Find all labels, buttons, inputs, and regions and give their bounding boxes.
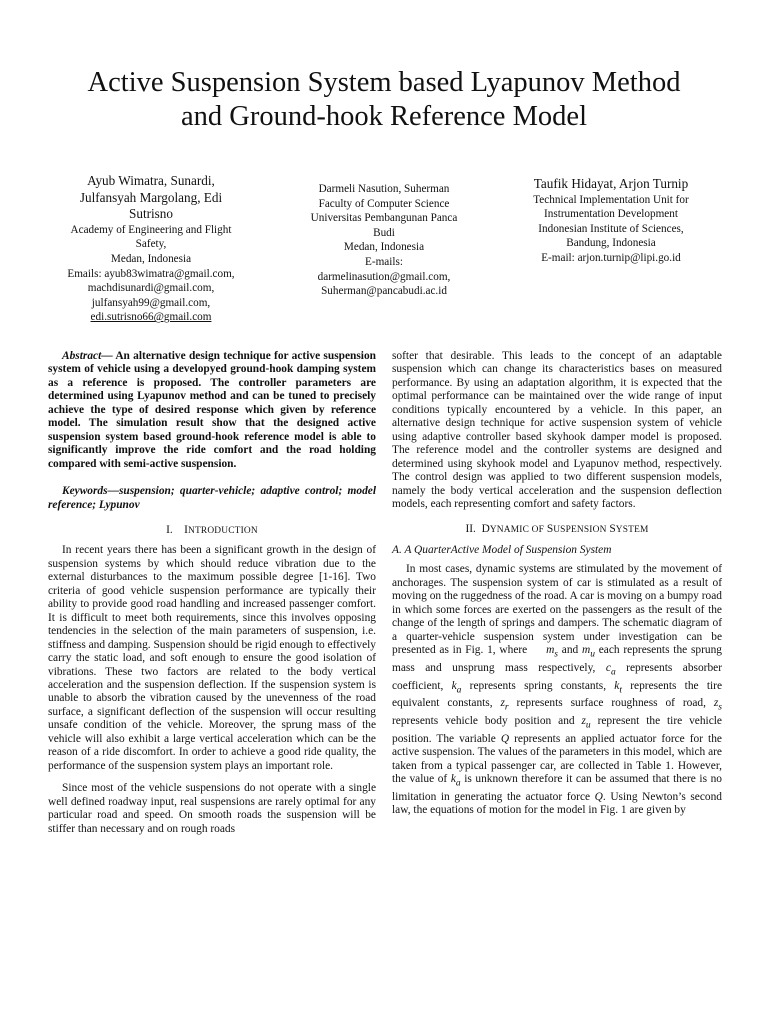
paragraph: softer that desirable. This leads to the concept of an adaptable suspension which can change its characteristics bases on measured performance. By using an adaptation algorithm, it is expected that the optimal performance can be maintained over the wide range of input conditions typically encountered by a vehicle. In this paper, an alternative design technique for active suspension system of vehicle using adaptive controller based skyhook damper model is proposed. The reference model and the controller systems are designed and determined using skyhook model and Lyapunov method, respectively. The control design was applied to two different suspension models, namely the body vertical acceleration and the suspension deflection models, each representing comfort and safety factors.: [392, 350, 722, 510]
paper-title: [30, 66, 738, 134]
author-names: Taufik Hidayat, Arjon Turnip: [533, 176, 689, 191]
affiliation-line: Bandung, Indonesia: [566, 237, 656, 250]
email-link[interactable]: edi.sutrisno66@gmail.com: [90, 311, 212, 324]
email-line: Suherman@pancabudi.ac.id: [321, 285, 447, 298]
email-line: E-mail: arjon.turnip@lipi.go.id: [541, 251, 681, 264]
abstract-label: Abstract: [62, 350, 102, 362]
author-block-1: [44, 173, 258, 325]
title-line-2: and Ground-hook Reference Model: [181, 101, 587, 132]
affiliation-line: Medan, Indonesia: [343, 241, 425, 254]
email-line: julfansyah99@gmail.com,: [91, 296, 211, 309]
right-column: [392, 350, 722, 818]
affiliation-line: Safety,: [135, 238, 167, 251]
keywords: Keywords—suspension; quarter-vehicle; adaptive control; model reference; Lypunov: [48, 485, 376, 511]
author-names: Ayub Wimatra, Sunardi,: [87, 173, 215, 188]
affiliation-line: Budi: [373, 226, 395, 239]
affiliation-line: Technical Implementation Unit for: [533, 193, 689, 206]
email-line: darmelinasution@gmail.com,: [317, 270, 451, 283]
author-names: Darmeli Nasution, Suherman: [318, 183, 450, 195]
email-line: machdisunardi@gmail.com,: [87, 282, 215, 295]
section-heading-introduction: I. INTRODUCTION: [166, 523, 258, 536]
author-block-3: [500, 176, 722, 266]
section-heading-dynamic: II. DYNAMIC OF SUSPENSION SYSTEM: [465, 523, 649, 536]
author-names: Julfansyah Margolang, Edi: [79, 189, 223, 205]
title-line-1: Active Suspension System based Lyapunov Method: [87, 67, 681, 98]
affiliation-line: Indonesian Institute of Sciences,: [538, 222, 684, 235]
paragraph: In most cases, dynamic systems are stimulated by the movement of anchorages. The suspension system of car is stimulated as a result of moving on the ruggedness of the road. A car is moving on a bumpy road in which some forces are exerted on the passengers as the result of the change of the length of springs and dampers. The schematic diagram of a quarter-vehicle suspension system under investigation can be presented as in Fig. 1, where $m_s$ and $m_u$ each represents the sprung mass and unsprung mass respectively, $c_a$ represents absorber coefficient, $k_a$ represents spring constants, $k_t$ represents the tire equivalent constants, $z_r$ represents surface roughness of road, $z_s$ represents vehicle body position and $z_u$ represent the tire vehicle position. The variable Q represents an applied actuator force for the active suspension. The values of the parameters in this model, which are taken from a typical passenger car, are collected in Table 1. However, the value of $k_a$ is unknown therefore it can be assumed that there is no limitation in generating the actuator force Q. Using Newton’s second law, the equations of motion for the model in Fig. 1 are given by: [392, 563, 723, 817]
email-label: E-mails:: [365, 255, 403, 268]
paragraph: Since most of the vehicle suspensions do not operate with a single well defined roadway input, real suspensions are rarely optimal for any particular road and speed. On smooth roads the suspension will be stiffer than necessary and on rough roads: [48, 782, 376, 835]
abstract-text: An alternative design technique for active suspension system of vehicle using a developyed ground-hook damping system as a reference is proposed. The controller parameters are determined using Lyapunov method and can be tuned to precisely achieve the type of desired response which given by reference model. The simulation result show that the designed active suspension system based ground-hook reference model is able to significantly improve the ride comfort and the road holding compared with semi-active suspension.: [48, 350, 376, 470]
affiliation-line: Faculty of Computer Science: [318, 197, 450, 210]
affiliation-line: Academy of Engineering and Flight: [70, 223, 232, 236]
paragraph: In recent years there has been a significant growth in the design of suspension systems by which should reduce vibration due to the external disturbances to the maximum possible degree [1-16]. Two criteria of good vehicle suspension performance are typically their ability to provide good road handling and increased passenger comfort. It is difficult to meet both requirements, since this involves opposing tendencies in the selection of the main parameters of suspension, i.e. stiffness and damping. Suspension should be rigid enough to effectively carry the static load, and soft enough to ensure the good isolation of vibrations. These two factors are related to the body vertical acceleration and the suspension deflection. If the suspension system is unable to absorb the vibration caused by the unevenness of the road surface, a significant deflection of the suspension will occur resulting unsafe condition of the vehicle. Moreover, the sprung mass of the vehicle will also exhibit a large vertical acceleration which can be the reason of a ride discomfort. In order to achieve a good ride quality, the performance of the suspension system plays an important role.: [48, 544, 376, 772]
author-names: Sutrisno: [129, 206, 173, 222]
author-block-2: [274, 182, 494, 299]
affiliation-line: Universitas Pembangunan Panca: [310, 212, 458, 225]
email-line: Emails: ayub83wimatra@gmail.com,: [67, 267, 235, 280]
subsection-heading: A. A QuarterActive Model of Suspension System: [392, 543, 612, 556]
affiliation-line: Medan, Indonesia: [110, 252, 192, 265]
affiliation-line: Instrumentation Development: [544, 208, 678, 221]
left-column: [48, 350, 376, 836]
abstract: Abstract— An alternative design technique for active suspension system of vehicle using a developyed ground-hook damping system as a reference is proposed. The controller parameters are determined using Lyapunov method and can be tuned to precisely achieve the type of desired response which given by reference model. The simulation result show that the designed active suspension system based ground-hook reference model is able to significantly improve the ride comfort and the road holding compared with semi-active suspension.: [48, 350, 376, 470]
